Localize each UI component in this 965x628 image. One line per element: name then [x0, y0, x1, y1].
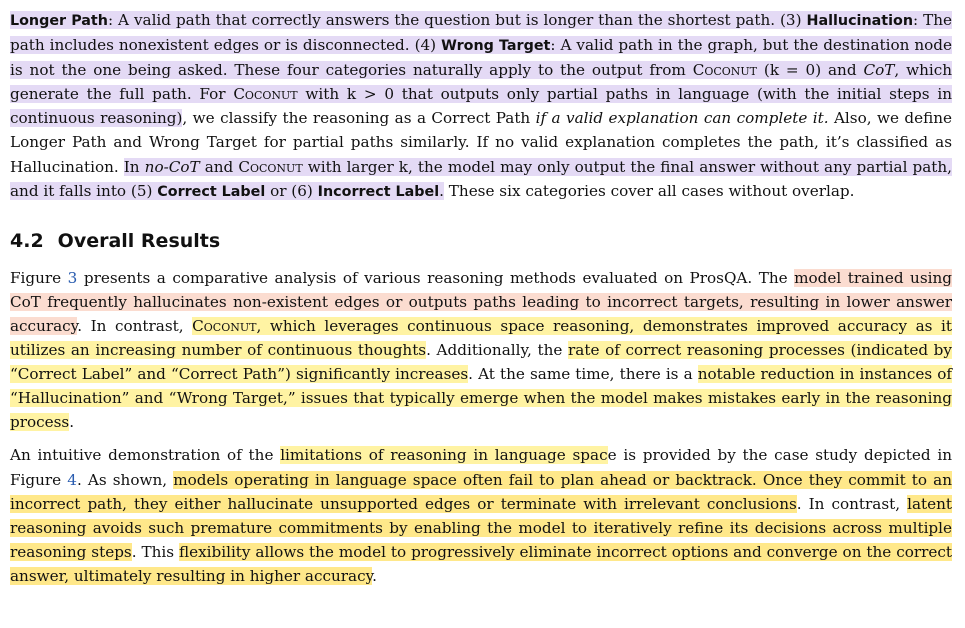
text-segment: Also, we define Longer Path and Wrong Target for partial paths similarly. If no valid explanation completes the path, it’s classified as Hallucination. [10, 109, 952, 176]
text-segment: (k = 0) and [757, 61, 864, 80]
text-segment: These six categories cover all cases without overlap. [443, 181, 855, 200]
term-incorrect-label: Incorrect Label [317, 183, 440, 200]
text-segment: and [199, 157, 239, 176]
text-segment: e is provided by the case study depicted in Figure [10, 446, 952, 489]
paper-page [10, 8, 952, 588]
text-segment: . At the same time, there is a [468, 365, 698, 384]
text-segment: flexibility allows the model to progressively eliminate incorrect options and converge on the correct answer, ultimately resulting in higher accuracy [10, 542, 952, 585]
highlight-limitations [280, 446, 607, 464]
text-segment: limitations of reasoning in language spac [280, 446, 608, 465]
text-segment: . Additionally, the [426, 341, 569, 360]
text-segment: , we classify the reasoning as a Correct Path [182, 109, 536, 128]
text-segment: An intuitive demonstration of the [10, 446, 281, 465]
paragraph-case-study [10, 443, 952, 588]
term-longer-path: Longer Path [10, 13, 108, 29]
text-segment: . [69, 413, 75, 432]
figure-4-link[interactable]: 4 [67, 470, 77, 489]
term-wrong-target: Wrong Target [441, 38, 551, 55]
section-title: Overall Results [57, 229, 221, 252]
text-segment-italic: if a valid explanation can complete it. [535, 109, 829, 128]
text-segment: In [123, 157, 145, 176]
text-segment: . As shown, [76, 470, 174, 489]
text-segment: : A valid path that correctly answers the question but is longer than the shortest path. (3) [107, 11, 807, 29]
text-segment: : A valid path in the graph, but the destination node is not the one being asked. These four categories naturally apply to the output from [10, 36, 952, 80]
text-segment: . This [131, 542, 179, 561]
text-segment: Figure [10, 268, 68, 287]
paragraph-overall-results [10, 266, 952, 435]
term-correct-label: Correct Label [157, 183, 266, 200]
term-hallucination: Hallucination [806, 13, 914, 29]
method-coconut: Coconut [692, 61, 758, 80]
text-segment: or (6) [265, 181, 318, 200]
text-segment: model trained using CoT frequently hallucinates non-existent edges or outputs paths leading to incorrect targets, resulting in lower answer accuracy [10, 268, 952, 335]
method-coconut: Coconut [192, 316, 257, 335]
figure-3-link[interactable]: 3 [67, 268, 78, 287]
method-coconut: Coconut [238, 157, 303, 176]
text-segment: . [372, 566, 377, 585]
method-no-cot: no-CoT [144, 157, 200, 176]
text-segment: . [439, 181, 444, 200]
text-segment: latent reasoning avoids such premature commitments by enabling the model to iteratively refine its decisions across multiple reasoning steps [10, 494, 952, 561]
text-segment: models operating in language space often fail to plan ahead or backtrack. Once they commit to an incorrect path, they either hallucinate unsupported edges or terminate with irrelevant conclusions [10, 470, 952, 513]
section-number: 4.2 [10, 229, 44, 252]
text-segment: with larger k, the model may only output the final answer without any partial path, and it falls into (5) [10, 157, 953, 200]
section-heading [10, 230, 952, 252]
method-coconut: Coconut [233, 85, 298, 104]
text-segment: . In contrast, [77, 316, 193, 335]
text-segment: with k > 0 that outputs only partial paths in language (with the initial steps in continuous reasoning) [10, 85, 952, 128]
text-segment: , which generate the full path. For [10, 61, 952, 104]
text-segment: , which leverages continuous space reasoning, demonstrates improved accuracy as it utilizes an increasing number of continuous thoughts [10, 316, 952, 360]
method-cot: CoT [863, 61, 895, 80]
text-segment: notable reduction in instances of “Hallucination” and “Wrong Target,” issues that typically emerge when the model makes mistakes early in the reasoning process [10, 365, 953, 432]
text-segment: . In contrast, [796, 494, 908, 513]
text-segment: : The path includes nonexistent edges or is disconnected. (4) [10, 11, 952, 55]
text-segment: rate of correct reasoning processes (indicated by “Correct Label” and “Correct Path”) significantly increases [10, 341, 952, 384]
text-segment: presents a comparative analysis of various reasoning methods evaluated on ProsQA. The [77, 268, 795, 287]
paragraph-categories [10, 8, 952, 204]
